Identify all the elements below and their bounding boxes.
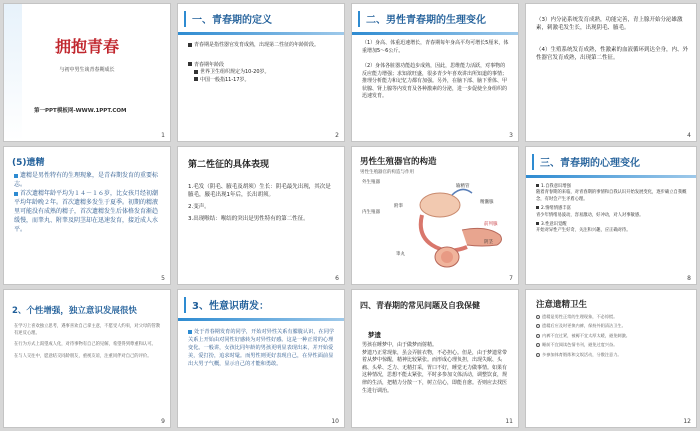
label-vas-deferens: 输精管 [456,184,470,189]
slide-12[interactable]: 注意遗精卫生 遗精是男性正常的生理现象，不必惊慌。 遗精后应及时更换内裤，保持外阴清洁卫生。 内裤不宜过紧，被褥不宜太厚太暖，避免刺激。 睡前不宜阅读色情书刊，避免过度兴奋。 多参加体育锻炼和文娱活动，分散注意力。 12 [526,290,696,427]
slide-3[interactable]: 二、男性青春期的生理变化 （1）身高、体重迅速增长，青春期每年身高平均可增长5厘米，体重增加5～6公斤。 （2）身体各脏器功能趋步成熟，因此，思维能力活跃，对事物的反应能力增强；求知欲旺盛，很多青少年喜欢讲出所知道的事情；推理分析能力和记忆力都有加强。另外，在脑下部、脑下垂体、甲状腺、肾上腺等内发育及各种激素的分泌，进一步促使全身组织的迅速发育。 3 [352,4,518,141]
slide-number: 12 [683,418,691,425]
slide-6[interactable]: 第二性征的具体表现 1.毛发（阴毛、腋毛及胡须）生长：阴毛最先出现，其次是腋毛，腋毛出现1年后，长出胡须。 2.变声。 3.出现喉结：喉结的突出是男性特有的第二性征。 6 [178,147,344,284]
label-penis: 阴茎 [484,240,493,245]
slide-title: 三、青春期的心理变化 [540,158,640,169]
slide-number: 10 [331,418,339,425]
slide-number: 4 [687,132,691,139]
slide-title: 四、青春期的常见问题及自我保健 [360,301,480,310]
label-testis: 睾丸 [396,252,405,257]
label-seminal-vesicle: 精囊腺 [480,200,494,205]
slide-title: 二、男性青春期的生理变化 [366,15,486,26]
slide-number: 8 [687,275,691,282]
slide-title: 一、青春期的定义 [192,15,272,26]
label-internal: 内生殖器 [362,210,380,215]
slide-7[interactable] [352,147,518,284]
slide-number: 2 [335,132,339,139]
slide-title: (5)遗精 [12,158,45,168]
slide-subheading: 梦遗 [368,331,381,339]
label-prostate: 前列腺 [484,222,498,227]
slide-9[interactable]: 2、个性增强，独立意识发展很快 在学习上喜欢独立思考，遇事喜欢自己拿主意，不愿受人约束，对父母的管教有逆反心理。 在行为方式上渴望成人化，对待事物有自己的见解，希望得到尊重和认可。 在与人交往中，愿意结交同龄朋友，重视友谊，注重同伴对自己的评价。 9 [4,290,170,427]
label-epididymis: 附睾 [394,204,403,209]
slide-number: 1 [161,132,165,139]
slide-10[interactable]: 3、性意识萌发： 处于青春期发育的同学，开始对异性关系有朦胧认识，在同学关系上开始由对同性好感转为对异性好感。这是一种正常的心理变化。一般讲，女孩比同年龄的男孩更明显表现出来，并开始爱美，爱打扮，追求时髦。而男性则更好表现自己，在异性面前显出大男子气概，显示自己的才能和勇敢。 10 [178,290,344,427]
diagram-caption: 男性生殖器官的构造与作用 [360,170,414,175]
slide-title: 3、性意识萌发： [192,301,269,312]
slide-4[interactable]: （3）内分泌系统发育成熟，功能完善，青上腺开始分泌雄激素，刺激毛发生长，出现阴毛、腋毛。 （4）生殖系统发育成熟，性激素的血液循环到达全身，内、外性器官发育成熟，出现第二性征。 4 [526,4,696,141]
slide-number: 11 [505,418,513,425]
slide-number: 3 [509,132,513,139]
slide-number: 7 [509,275,513,282]
slide-11[interactable]: 四、青春期的常见问题及自我保健 梦遗 男孩在睡梦中，由于做梦而射精。 梦遗乃正常现象，虽会弄脏衣物，不必担心。但是，由于梦遗常带着从梦中惊醒，精神比较紧张。而形成心理负担，出现失眠、头痛、头晕、乏力、无精打采，胃口不好，睡觉无力做事情。如果有这种情况，思想不能太紧张，平时多参加文体活动，调整饮食，规律的生活，把精力分散一下，树立信心，即能自愈。否则应去找医生进行调治。 11 [352,290,518,427]
slide-number: 5 [161,275,165,282]
slide-number: 6 [335,275,339,282]
slide-title: 男性生殖器官的构造 [360,157,437,167]
slide-title: 拥抱青春 [54,37,119,56]
slide-number: 9 [161,418,165,425]
slide-title: 注意遗精卫生 [536,300,588,310]
label-external: 外生殖器 [362,180,380,185]
slide-title: 2、个性增强，独立意识发展很快 [12,306,137,316]
slide-8[interactable]: 三、青春期的心理变化 1.自我意识增强 随着青春期的来临，对青春期的事情和自我认识开始发展变化，逐步确立自我概念，有时会产生矛盾心理。 2.情绪情感丰富 青少年情绪易波动，容易激动，好冲动，对人对事敏感。 3.性意识觉醒 开始对异性产生好奇、关注和兴趣，应正确对待。 8 [526,147,696,284]
slide-2[interactable]: 一、青春期的定义 青春期是指性器官发育成熟，出现第二性征的年龄阶段。 青春期年龄段 世界卫生组织规定为10-20岁。 中国一般指11-17岁。 2 [178,4,344,141]
slide-1[interactable] [4,4,170,141]
slide-title: 第二性征的具体表现 [188,160,270,170]
slide-5[interactable]: (5)遗精 遗精是男性特有的生理现象，是青春期发育的重要标志。 首次遗精年龄平均为１４－１６岁，比女孩月经初潮平均年龄晚２年。首次遗精多发生于夏季。初期的精液里可能没有成熟的精子，首次遗精发生后体格发育渐趋缓慢，而睾丸、附睾及阴茎却在迅速发育，接近成人水平。 5 [4,147,170,284]
slide-subtitle: 与初中男生谈青春期成长 [59,67,115,73]
slide-footer: 第一PPT模板网-WWW.1PPT.COM [34,108,127,114]
